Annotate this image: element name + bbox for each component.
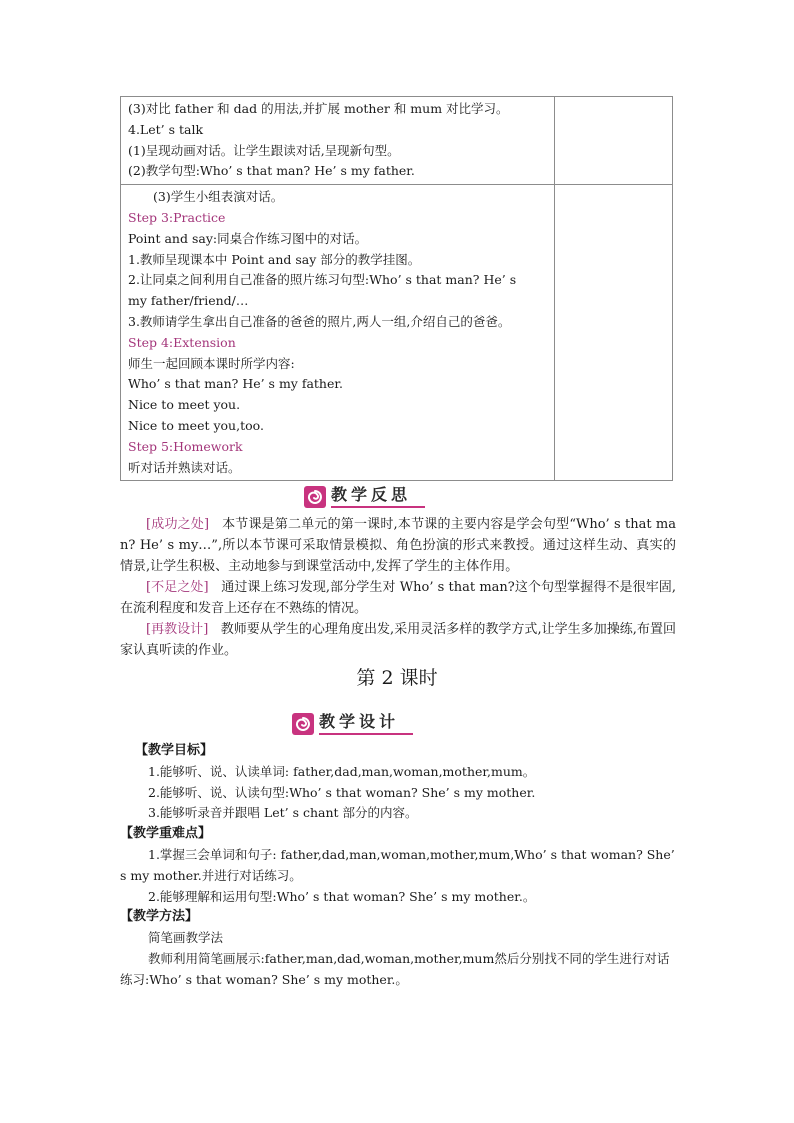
success-tag: [成功之处] bbox=[146, 517, 210, 532]
table-line: Nice to meet you,too. bbox=[128, 417, 264, 433]
goal-item: 2.能够听、说、认读句型:Who’ s that woman? She’ s my mother. bbox=[148, 784, 536, 800]
reflection-banner bbox=[304, 482, 425, 508]
design-title: 教学设计 bbox=[319, 711, 413, 735]
table-row bbox=[121, 185, 673, 481]
step-heading: Step 4:Extension bbox=[128, 334, 236, 350]
reflection-section bbox=[120, 514, 676, 661]
goal-item: 3.能够听录音并跟唱 Let’ s chant 部分的内容。 bbox=[148, 805, 418, 821]
table-line: 师生一起回顾本课时所学内容: bbox=[128, 355, 295, 371]
table-line: Who’ s that man? He’ s my father. bbox=[128, 376, 343, 392]
table-line: 3.教师请学生拿出自己准备的爸爸的照片,两人一组,介绍自己的爸爸。 bbox=[128, 313, 511, 329]
shortcoming-text: 通过课上练习发现,部分学生对 Who’ s that man?这个句型掌握得不是很牢固,在流利程度和发音上还存在不熟练的情况。 bbox=[120, 580, 676, 616]
goal-item: 1.能够听、说、认读单词: father,dad,man,woman,mother,mum。 bbox=[148, 763, 536, 779]
reflection-paragraph bbox=[120, 619, 676, 661]
method-name: 简笔画教学法 bbox=[148, 930, 224, 946]
table-cell-main bbox=[121, 97, 555, 185]
shortcoming-tag: [不足之处] bbox=[146, 580, 209, 595]
table-line: 1.教师呈现课本中 Point and say 部分的教学挂图。 bbox=[128, 251, 421, 267]
method-heading: 【教学方法】 bbox=[120, 909, 199, 925]
table-line: (2)教学句型:Who’ s that man? He’ s my father. bbox=[128, 163, 415, 179]
keypoint-item: 2.能够理解和运用句型:Who’ s that woman? She’ s my mother.。 bbox=[148, 888, 536, 904]
table-line: 4.Let’ s talk bbox=[128, 121, 204, 137]
reflection-paragraph bbox=[120, 577, 676, 619]
table-line: 听对话并熟读对话。 bbox=[128, 459, 241, 475]
table-line: my father/friend/… bbox=[128, 293, 249, 309]
table-cell-notes bbox=[555, 185, 673, 481]
reflection-title: 教学反思 bbox=[331, 484, 425, 508]
table-line: (3)对比 father 和 dad 的用法,并扩展 mother 和 mum 对比学习。 bbox=[128, 101, 509, 116]
redesign-tag: [再教设计] bbox=[146, 622, 209, 637]
table-cell-main bbox=[121, 185, 555, 481]
spiral-logo-icon bbox=[292, 713, 314, 735]
lesson-title: 第 2 课时 bbox=[356, 667, 438, 689]
table-line: 2.让同桌之间利用自己准备的照片练习句型:Who’ s that man? He’ s bbox=[128, 272, 517, 288]
design-banner bbox=[292, 709, 413, 735]
goals-heading: 【教学目标】 bbox=[135, 743, 214, 758]
table-cell-notes bbox=[555, 97, 673, 185]
success-text: 本节课是第二单元的第一课时,本节课的主要内容是学会句型“Who’ s that man? He’ s my…”,所以本节课可采取情景模拟、角色扮演的形式来教授。通过这样生动、真实的情景,让学生积极、主动地参与到课堂活动中,发挥了学生的主体作用。 bbox=[120, 517, 676, 574]
redesign-text: 教师要从学生的心理角度出发,采用灵活多样的教学方式,让学生多加操练,布置回家认真听读的作业。 bbox=[120, 622, 676, 658]
step-heading: Step 3:Practice bbox=[128, 209, 226, 225]
method-text: 教师利用简笔画展示:father,man,dad,woman,mother,mum然后分别找不同的学生进行对话练习:Who’ s that woman? She’ s my mother.。 bbox=[120, 950, 670, 987]
table-line: (1)呈现动画对话。让学生跟读对话,呈现新句型。 bbox=[128, 142, 400, 158]
step-heading: Step 5:Homework bbox=[128, 438, 243, 454]
table-line: Point and say:同桌合作练习图中的对话。 bbox=[128, 230, 368, 246]
lesson-table bbox=[120, 96, 673, 481]
table-row bbox=[121, 97, 673, 185]
keypoints-heading: 【教学重难点】 bbox=[120, 826, 212, 842]
spiral-logo-icon bbox=[304, 486, 326, 508]
table-line: Nice to meet you. bbox=[128, 397, 241, 413]
table-line: (3)学生小组表演对话。 bbox=[153, 189, 284, 205]
lesson-design-section bbox=[120, 741, 676, 991]
reflection-paragraph bbox=[120, 514, 676, 577]
keypoint-item: 1.掌握三会单词和句子: father,dad,man,woman,mother,mum,Who’ s that woman? She’ s my mother.并进行对话练习。 bbox=[120, 846, 675, 883]
